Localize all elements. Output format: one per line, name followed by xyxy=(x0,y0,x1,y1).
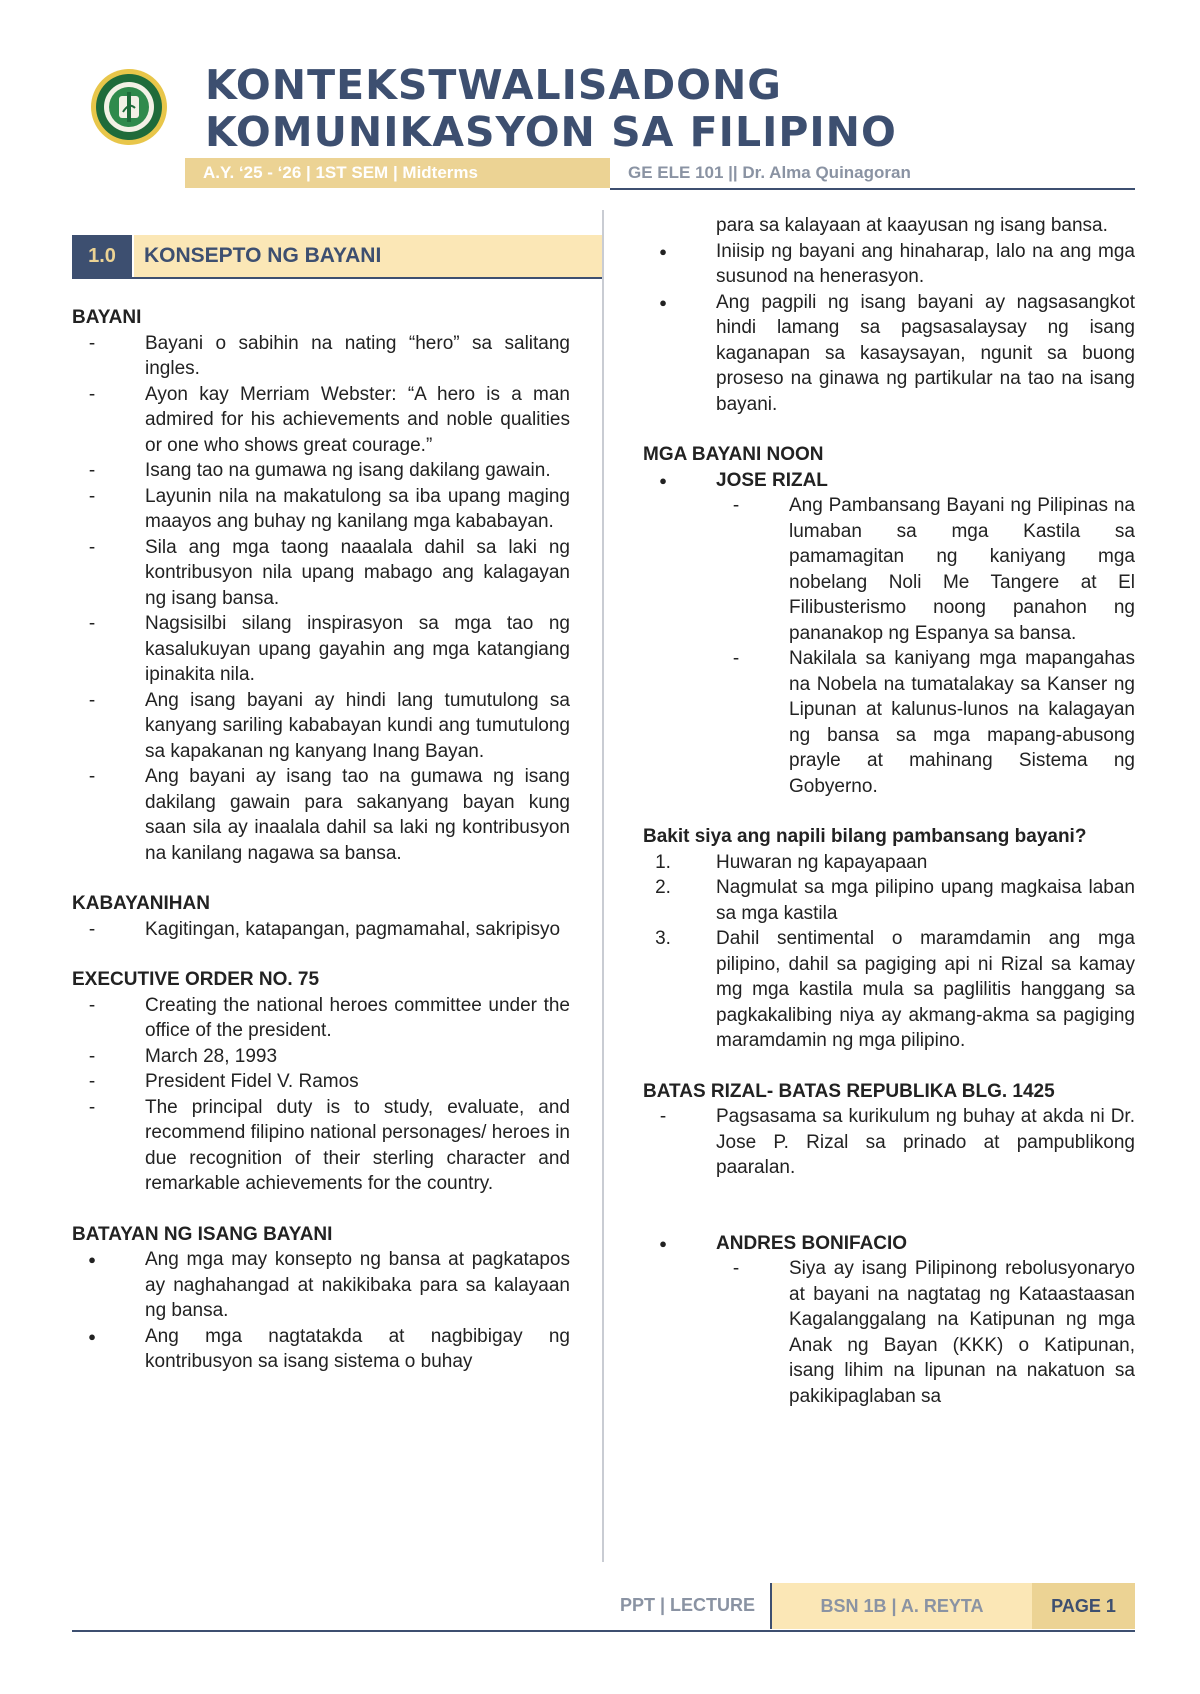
batas-rizal-list xyxy=(643,1104,1135,1181)
list-item-jose-rizal xyxy=(716,468,1135,494)
footer-source: PPT | LECTURE xyxy=(620,1595,756,1615)
heading-executive-order: EXECUTIVE ORDER NO. 75 xyxy=(72,969,320,990)
rizal-list xyxy=(643,493,1135,799)
list-item: - Sila ang mga taong naaalala dahil sa laki ng kontribusyon nila upang mabago ang kalagayan ng isang bansa. xyxy=(145,535,570,612)
hero-name-rizal: JOSE RIZAL xyxy=(716,469,828,491)
kabayanihan-list xyxy=(72,917,570,943)
section-title: KONSEPTO NG BAYANI xyxy=(134,235,602,277)
list-item: ● Ang mga may konsepto ng bansa at pagkatapos ay naghahangad at nakikibaka para sa kalayaan ng bansa. xyxy=(145,1247,570,1324)
page-number: PAGE 1 xyxy=(1032,1583,1135,1629)
section-number: 1.0 xyxy=(72,235,132,277)
subtitle-bar xyxy=(185,158,1135,192)
heading-bakit: Bakit siya ang napili bilang pambansang bayani? xyxy=(643,826,1087,847)
left-column xyxy=(72,305,570,1375)
university-seal-logo xyxy=(90,68,168,146)
list-item: - Ang Pambansang Bayani ng Pilipinas na lumaban sa mga Kastila sa pamamagitan ng kaniyang mga nobelang Noli Me Tangere at El Filibusterismo noong panahon ng pananakop ng Espanya sa bansa. xyxy=(789,493,1135,646)
list-item: - Kagitingan, katapangan, pagmamahal, sakripisyo xyxy=(145,917,570,943)
list-item: - March 28, 1993 xyxy=(145,1044,570,1070)
list-item: - Ayon kay Merriam Webster: “A hero is a man admired for his achievements and noble qualities or one who shows great courage.” xyxy=(145,382,570,459)
list-item: Dahil sentimental o maramdamin ang mga pilipino, dahil sa pagiging api ni Rizal sa kamay mg mga kastila mula sa paglilitis hanggang sa pagkakalibing niya ay akmang-akma sa pagiging maramdamin ng mga pilipino. xyxy=(716,928,1135,1051)
title-line-1: KONTEKSTWALISADONG xyxy=(205,61,782,109)
list-item: - The principal duty is to study, evaluate, and recommend filipino national personages/ heroes in due recognition of their sterling character and remarkable achievements for the country. xyxy=(145,1095,570,1197)
section-header xyxy=(72,235,602,279)
list-item: - Bayani o sabihin na nating “hero” sa salitang ingles. xyxy=(145,331,570,382)
list-item: - Creating the national heroes committee under the office of the president. xyxy=(145,993,570,1044)
bayani-list xyxy=(72,331,570,867)
list-item: ● Iniisip ng bayani ang hinaharap, lalo na ang mga susunod na henerasyon. xyxy=(716,239,1135,290)
heading-mga-bayani-noon: MGA BAYANI NOON xyxy=(643,444,824,465)
list-item: - Layunin nila na makatulong sa iba upang maging maayos ang buhay ng kanilang mga kababayan. xyxy=(145,484,570,535)
list-item-andres-bonifacio xyxy=(716,1231,1135,1257)
footer-line xyxy=(72,1630,1135,1632)
list-item: - Isang tao na gumawa ng isang dakilang gawain. xyxy=(145,458,570,484)
list-item: - Pagsasama sa kurikulum ng buhay at akda ni Dr. Jose P. Rizal sa prinado at pampublikong paaralan. xyxy=(716,1104,1135,1181)
academic-term: A.Y. ‘25 - ‘26 | 1ST SEM | Midterms xyxy=(185,158,610,188)
batayan-list-continued xyxy=(643,213,1135,417)
list-item: - President Fidel V. Ramos xyxy=(145,1069,570,1095)
list-item: - Nagsisilbi silang inspirasyon sa mga tao ng kasalukuyan upang gayahin ang mga katangiang ipinakita nila. xyxy=(145,611,570,688)
bayani-noon-list xyxy=(643,468,1135,494)
list-item: - Nakilala sa kaniyang mga mapangahas na Nobela na tumatalakay sa Kanser ng Lipunan at kalunus-lunos na kalagayan ng bansa sa mga mapang-abusong prayle at mahinang Sistema ng Gobyerno. xyxy=(789,646,1135,799)
list-item: ● Ang mga nagtatakda at nagbibigay ng kontribusyon sa isang sistema o buhay xyxy=(145,1324,570,1375)
bonifacio-list-head xyxy=(643,1231,1135,1257)
footer-author: BSN 1B | A. REYTA xyxy=(770,1583,1032,1629)
bonifacio-list xyxy=(643,1256,1135,1409)
title-line-2: KOMUNIKASYON SA FILIPINO xyxy=(205,108,897,156)
batayan-list xyxy=(72,1247,570,1375)
bakit-list xyxy=(643,850,1135,1054)
document-title xyxy=(205,62,897,156)
heading-batas-rizal: BATAS RIZAL- BATAS REPUBLIKA BLG. 1425 xyxy=(643,1080,1055,1102)
subtitle-underline xyxy=(610,188,1135,190)
heading-batayan: BATAYAN NG ISANG BAYANI xyxy=(72,1223,333,1245)
course-instructor: GE ELE 101 || Dr. Alma Quinagoran xyxy=(628,163,911,182)
list-item: ● Ang pagpili ng isang bayani ay nagsasangkot hindi lamang sa pagsasalaysay ng isang kaganapan sa kasaysayan, ngunit sa buong proseso na ginawa ng partikular na tao na isang bayani. xyxy=(716,290,1135,418)
list-item-continued: para sa kalayaan at kaayusan ng isang bansa. xyxy=(716,215,1108,236)
list-item: - Ang isang bayani ay hindi lang tumutulong sa kanyang sariling kababayan kundi ang tumutulong sa kapakanan ng kanyang Inang Bayan. xyxy=(145,688,570,765)
list-item: - Siya ay isang Pilipinong rebolusyonaryo at bayani na nagtatag ng Kataastaasan Kagalanggalang na Katipunan ng mga Anak ng Bayan (KKK) o Katipunan, isang lihim na lipunan na nakatuon sa pakikipaglaban sa xyxy=(789,1256,1135,1409)
list-item: Nagmulat sa mga pilipino upang magkaisa laban sa mga kastila xyxy=(716,877,1135,924)
list-item: Huwaran ng kapayapaan xyxy=(716,851,928,873)
executive-order-list xyxy=(72,993,570,1197)
hero-name-bonifacio: ANDRES BONIFACIO xyxy=(716,1232,908,1254)
list-item: - Ang bayani ay isang tao na gumawa ng isang dakilang gawain para sakanyang bayan kung saan sila ay inaalala dahil sa laki ng kontribusyon na kanilang nagawa sa bansa. xyxy=(145,764,570,866)
right-column xyxy=(643,213,1135,1409)
heading-kabayanihan: KABAYANIHAN xyxy=(72,893,210,914)
column-divider xyxy=(602,210,604,1562)
heading-bayani: BAYANI xyxy=(72,307,142,328)
